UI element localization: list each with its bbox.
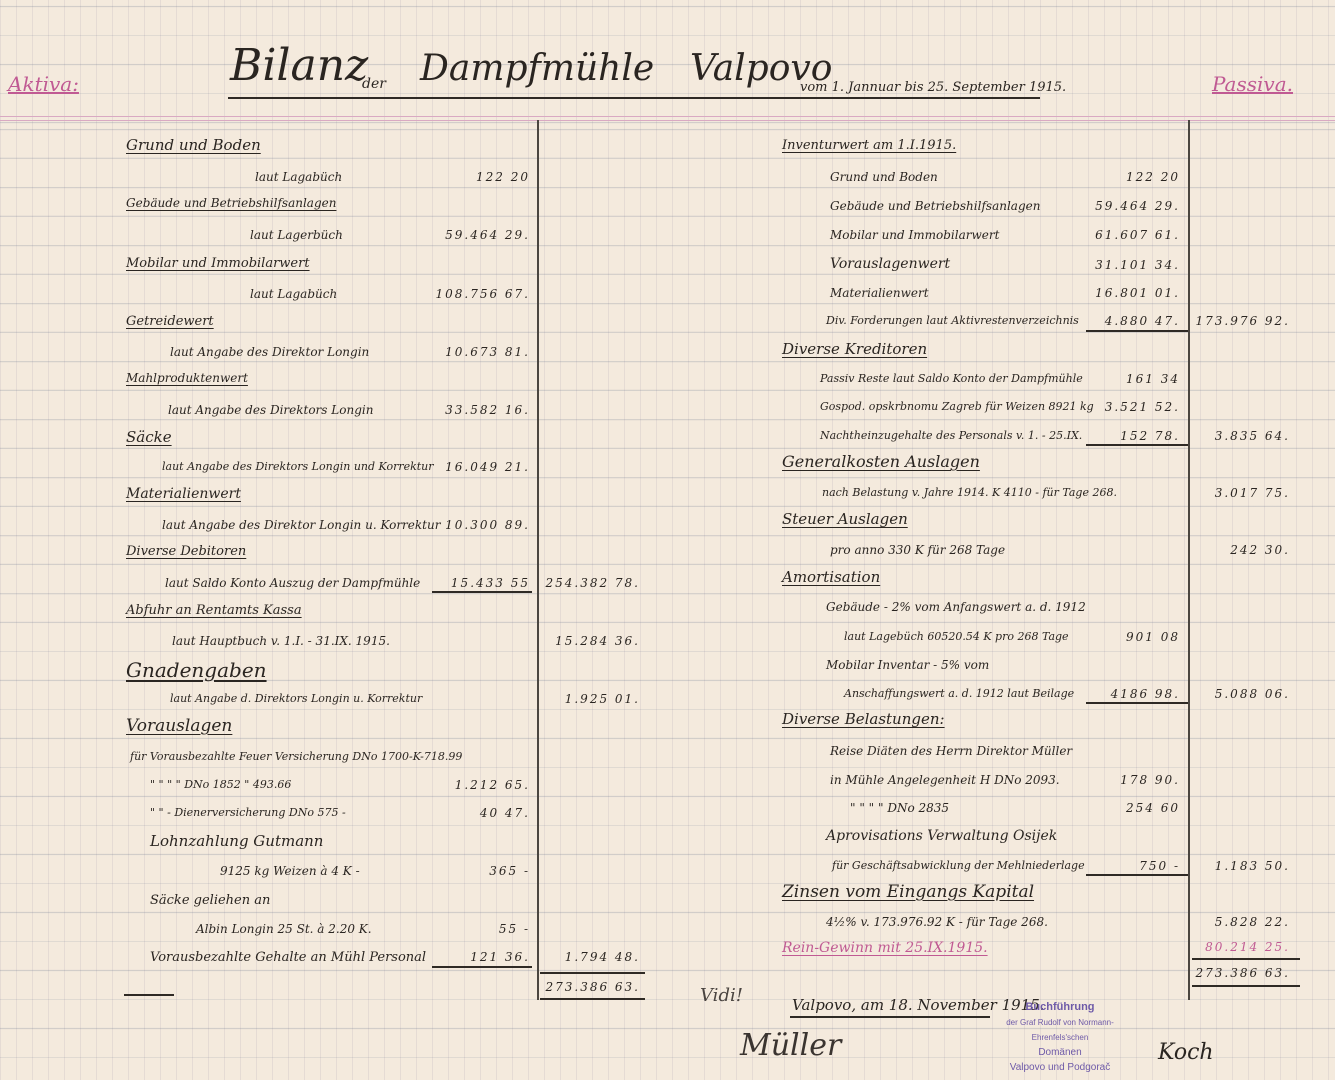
belastungen-line-4: für Geschäftsabwicklung der Mehlniederlage: [832, 859, 1085, 872]
aktiva-total-rule-top: [540, 972, 645, 974]
amortisation-rule: [1086, 702, 1188, 704]
aktiva-total-rule-bottom: [540, 998, 645, 1000]
kreditoren-amount-0: 161 34: [1126, 372, 1180, 386]
aktiva-grand-total: 273.386 63.: [545, 980, 640, 994]
kreditoren-line-0: Passiv Reste laut Saldo Konto der Dampfmühle: [820, 372, 1083, 385]
stamp-line-4: Valpovo und Podgorač: [1009, 1062, 1111, 1073]
place-date: Valpovo, am 18. November 1915.: [792, 996, 1045, 1014]
belastungen-amount-4: 750 -: [1139, 859, 1180, 873]
reingewinn-label: Rein-Gewinn mit 25.IX.1915.: [782, 940, 988, 956]
aktiva-amount-3: 10.673 81.: [445, 345, 530, 359]
belastungen-label: Diverse Belastungen:: [782, 710, 945, 728]
aktiva-amount-4: 33.582 16.: [445, 403, 530, 417]
kreditoren-line-2: Nachtheinzugehalte des Personals v. 1. - 25.IX.: [820, 429, 1083, 442]
vorauslagen-amount-6: 55 -: [498, 922, 530, 936]
aktiva-label-6: Materialienwert: [126, 486, 241, 502]
inventar-line-2: Mobilar und Immobilarwert: [830, 228, 1000, 242]
belastungen-total: 1.183 50.: [1214, 859, 1290, 873]
kreditoren-amount-2: 152 78.: [1120, 429, 1180, 443]
belastungen-amount-2: 254 60: [1126, 801, 1180, 815]
aktiva-total-7: 254.382 78.: [545, 576, 640, 590]
aktiva-label-4: Mahlproduktenwert: [126, 371, 248, 385]
steuer-detail: pro anno 330 K für 268 Tage: [830, 543, 1006, 557]
aktiva-detail-9: laut Angabe d. Direktors Longin u. Korrektur: [170, 692, 423, 705]
vorauslagen-line-6: Albin Longin 25 St. à 2.20 K.: [196, 922, 372, 936]
aktiva-amount-2: 108.756 67.: [435, 287, 530, 301]
steuer-total: 242 30.: [1230, 543, 1290, 557]
aktiva-total-9: 1.925 01.: [564, 692, 640, 706]
amortisation-line-3: Anschaffungswert a. d. 1912 laut Beilage: [844, 687, 1075, 700]
vorauslagen-line-2: " " - Dienerversicherung DNo 575 -: [150, 806, 346, 819]
aktiva-detail-6: laut Angabe des Direktor Longin u. Korrektur: [162, 518, 441, 532]
reingewinn-total: 80.214 25.: [1205, 940, 1290, 954]
vorauslagen-amount-1: 1.212 65.: [454, 778, 530, 792]
kreditoren-rule: [1086, 444, 1188, 446]
aktiva-amount-5: 16.049 21.: [445, 460, 530, 474]
amortisation-label: Amortisation: [782, 568, 881, 586]
vorauslagen-label: Vorauslagen: [126, 716, 233, 736]
aktiva-detail-2: laut Lagabüch: [250, 287, 338, 301]
inventar-total: 173.976 92.: [1195, 314, 1290, 328]
kreditoren-total: 3.835 64.: [1214, 429, 1290, 443]
header-rule-2: [0, 120, 1335, 121]
vorauslagen-amount-7: 121 36.: [470, 950, 530, 964]
aktiva-label-8: Abfuhr an Rentamts Kassa: [126, 603, 302, 618]
aktiva-label-9: Gnadengaben: [126, 658, 267, 682]
passiva-total-rule-top: [1192, 958, 1300, 960]
zinsen-total: 5.828 22.: [1214, 915, 1290, 929]
stamp-line-3: Domänen: [1038, 1047, 1082, 1058]
vorauslagen-amount-2: 40 47.: [479, 806, 530, 820]
kreditoren-amount-1: 3.521 52.: [1104, 400, 1180, 414]
generalkosten-detail: nach Belastung v. Jahre 1914. K 4110 - für Tage 268.: [822, 486, 1117, 499]
belastungen-line-2: " " " " DNo 2835: [850, 801, 950, 815]
inventar-amount-3: 31.101 34.: [1095, 258, 1180, 272]
aktiva-detail-8: laut Hauptbuch v. 1.I. - 31.IX. 1915.: [172, 634, 390, 648]
signature-koch: Koch: [1158, 1040, 1214, 1065]
passiva-grand-total: 273.386 63.: [1195, 966, 1290, 980]
belastungen-rule: [1086, 874, 1188, 876]
inventar-amount-5: 4.880 47.: [1104, 314, 1180, 328]
aktiva-label-3: Getreidewert: [126, 314, 214, 329]
amortisation-line-0: Gebäude - 2% vom Anfangswert a. d. 1912: [826, 600, 1086, 614]
title-underline: [228, 97, 1040, 99]
steuer-label: Steuer Auslagen: [782, 510, 908, 528]
belastungen-line-1: in Mühle Angelegenheit H DNo 2093.: [830, 773, 1060, 787]
aktiva-label-5: Säcke: [126, 428, 172, 446]
inventar-amount-1: 59.464 29.: [1095, 199, 1180, 213]
vorauslagen-line-0: für Vorausbezahlte Feuer Versicherung DNo 1700-K-718.99: [130, 750, 463, 763]
aktiva-label-2: Mobilar und Immobilarwert: [126, 256, 310, 271]
passiva-amount-divider: [1188, 120, 1190, 1000]
vidi-note: Vidi!: [700, 985, 743, 1006]
inventar-amount-4: 16.801 01.: [1095, 286, 1180, 300]
aktiva-amount-1: 59.464 29.: [445, 228, 530, 242]
belastungen-line-3: Aprovisations Verwaltung Osijek: [826, 828, 1058, 844]
aktiva-amount-divider: [537, 120, 539, 1000]
stamp-line-1: Buchführung: [1025, 1001, 1095, 1013]
title-valpovo: Valpovo: [690, 48, 833, 89]
amortisation-amount-3: 4186 98.: [1110, 687, 1180, 701]
aktiva-final-rule-left: [124, 994, 174, 996]
stamp-line-2: der Graf Rudolf von Normann-Ehrenfels'schen: [1006, 1018, 1114, 1042]
aktiva-amount-0: 122 20: [476, 170, 530, 184]
amortisation-line-2: Mobilar Inventar - 5% vom: [826, 658, 990, 672]
vorauslagen-line-1: " " " " DNo 1852 " 493.66: [150, 778, 292, 791]
amortisation-total: 5.088 06.: [1214, 687, 1290, 701]
vorauslagen-rule: [432, 966, 532, 968]
inventar-line-1: Gebäude und Betriebshilfsanlagen: [830, 199, 1041, 213]
inventar-amount-0: 122 20: [1126, 170, 1180, 184]
title-dampfmuehle: Dampfmühle: [420, 48, 655, 89]
amortisation-line-1: laut Lagebüch 60520.54 K pro 268 Tage: [844, 630, 1069, 643]
inventar-line-0: Grund und Boden: [830, 170, 938, 184]
belastungen-amount-1: 178 90.: [1120, 773, 1180, 787]
title-der: der: [362, 76, 386, 92]
zinsen-detail: 4½% v. 173.976.92 K - für Tage 268.: [826, 915, 1048, 929]
aktiva-detail-0: laut Lagabüch: [255, 170, 343, 184]
signature-mueller: Müller: [740, 1028, 842, 1063]
inventar-line-3: Vorauslagenwert: [830, 256, 951, 272]
kreditoren-line-1: Gospod. opskrbnomu Zagreb für Weizen 8921 kg: [820, 400, 1094, 413]
inventar-line-5: Div. Forderungen laut Aktivrestenverzeichnis: [826, 314, 1079, 327]
inventar-amount-2: 61.607 61.: [1095, 228, 1180, 242]
aktiva-label-7: Diverse Debitoren: [126, 544, 247, 559]
kreditoren-label: Diverse Kreditoren: [782, 340, 928, 358]
aktiva-detail-4: laut Angabe des Direktors Longin: [168, 403, 374, 417]
aktiva-detail-5: laut Angabe des Direktors Longin und Korrektur: [162, 460, 434, 473]
inventar-line-4: Materialienwert: [830, 286, 929, 300]
zinsen-label: Zinsen vom Eingangs Kapital: [782, 882, 1035, 902]
inventar-rule: [1086, 330, 1188, 332]
inventar-label: Inventurwert am 1.I.1915.: [782, 138, 957, 153]
place-date-rule: [790, 1016, 990, 1018]
vorauslagen-line-4: 9125 kg Weizen à 4 K -: [220, 864, 360, 878]
vorauslagen-total: 1.794 48.: [564, 950, 640, 964]
aktiva-total-8: 15.284 36.: [555, 634, 640, 648]
title-bilanz: Bilanz: [230, 40, 369, 91]
aktiva-detail-3: laut Angabe des Direktor Longin: [170, 345, 370, 359]
aktiva-amount-6: 10.300 89.: [445, 518, 530, 532]
vorauslagen-line-7: Vorausbezahlte Gehalte an Mühl Personal: [150, 950, 427, 965]
passiva-heading: Passiva.: [1212, 72, 1293, 96]
vorauslagen-line-5: Säcke geliehen an: [150, 893, 271, 908]
aktiva-label-1: Gebäude und Betriebshilfsanlagen: [126, 196, 337, 210]
vorauslagen-line-3: Lohnzahlung Gutmann: [150, 832, 324, 850]
aktiva-amount-7: 15.433 55: [450, 576, 530, 590]
header-rule: [0, 116, 1335, 117]
aktiva-detail-7: laut Saldo Konto Auszug der Dampfmühle: [165, 576, 421, 590]
bookkeeping-stamp: [980, 1000, 1140, 1075]
amortisation-amount-1: 901 08: [1126, 630, 1180, 644]
aktiva-heading: Aktiva:: [8, 72, 79, 96]
passiva-total-rule-bottom: [1192, 985, 1300, 987]
generalkosten-label: Generalkosten Auslagen: [782, 452, 980, 471]
aktiva-label-0: Grund und Boden: [126, 136, 261, 154]
generalkosten-total: 3.017 75.: [1214, 486, 1290, 500]
title-period: vom 1. Jannuar bis 25. September 1915.: [800, 80, 1067, 95]
aktiva-subtotal-rule: [432, 591, 532, 593]
belastungen-line-0: Reise Diäten des Herrn Direktor Müller: [830, 744, 1073, 758]
vorauslagen-amount-4: 365 -: [489, 864, 530, 878]
aktiva-detail-1: laut Lagerbüch: [250, 228, 343, 242]
